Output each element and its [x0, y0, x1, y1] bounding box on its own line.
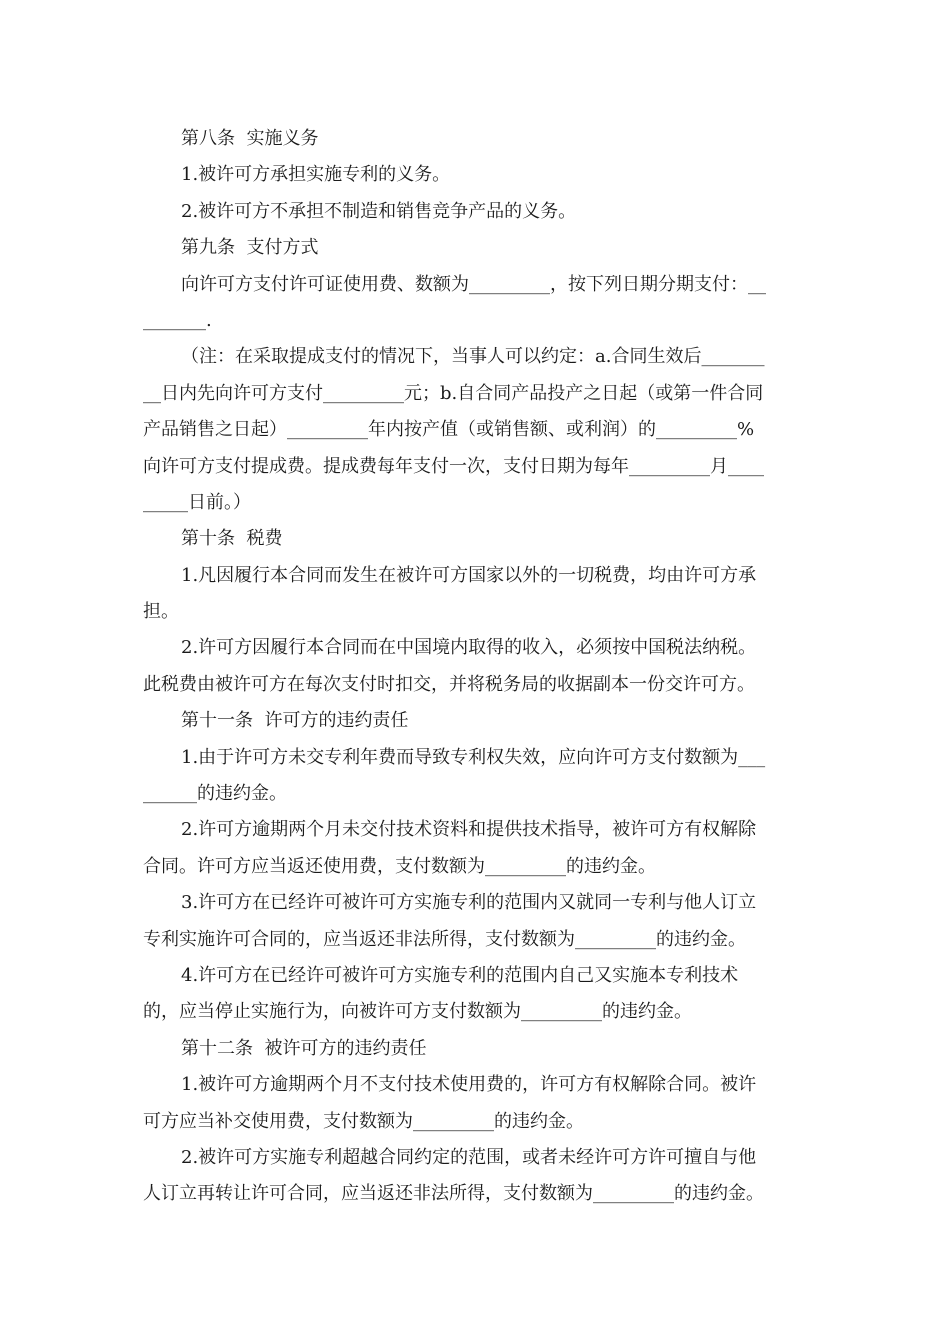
article-10-heading: 第十条 税费	[181, 528, 283, 550]
article-12-item-1-line-2: 可方应当补交使用费，支付数额为_________的违约金。	[143, 1110, 584, 1132]
article-12-item-2-line-1: 2.被许可方实施专利超越合同约定的范围，或者未经许可方许可擅自与他	[181, 1146, 757, 1168]
article-10-item-2-line-1: 2.许可方因履行本合同而在中国境内取得的收入，必须按中国税法纳税。	[181, 637, 757, 659]
article-10-item-2-line-2: 此税费由被许可方在每次支付时扣交，并将税务局的收据副本一份交许可方。	[143, 673, 755, 695]
article-11-item-4-line-1: 4.许可方在已经许可被许可方实施专利的范围内自己又实施本专利技术	[181, 964, 739, 986]
article-10-item-1-line-1: 1.凡因履行本合同而发生在被许可方国家以外的一切税费，均由许可方承	[181, 564, 757, 586]
article-11-item-4-line-2: 的，应当停止实施行为，向被许可方支付数额为_________的违约金。	[143, 1001, 692, 1023]
article-12-heading: 第十二条 被许可方的违约责任	[181, 1037, 427, 1059]
article-9-heading: 第九条 支付方式	[181, 237, 319, 259]
article-9-note-line-5: _____日前。）	[143, 491, 251, 513]
article-12-item-1-line-1: 1.被许可方逾期两个月不支付技术使用费的，许可方有权解除合同。被许	[181, 1074, 757, 1096]
article-10-item-1-line-2: 担。	[143, 601, 179, 623]
article-9-text-line-2: _______.	[143, 309, 212, 331]
article-11-item-2-line-2: 合同。许可方应当返还使用费，支付数额为_________的违约金。	[143, 855, 656, 877]
article-11-heading: 第十一条 许可方的违约责任	[181, 710, 409, 732]
article-11-item-3-line-2: 专利实施许可合同的，应当返还非法所得，支付数额为_________的违约金。	[143, 928, 746, 950]
article-8-item-2: 2.被许可方不承担不制造和销售竞争产品的义务。	[181, 200, 577, 222]
article-11-item-2-line-1: 2.许可方逾期两个月未交付技术资料和提供技术指导，被许可方有权解除	[181, 819, 757, 841]
article-9-text-line-1: 向许可方支付许可证使用费、数额为_________，按下列日期分期支付：__	[181, 273, 766, 295]
article-9-note-line-4: 向许可方支付提成费。提成费每年支付一次，支付日期为每年_________月____	[143, 455, 764, 477]
article-9-note-line-2: __日内先向许可方支付_________元；b.自合同产品投产之日起（或第一件合同	[143, 382, 764, 404]
article-11-item-1-line-2: ______的违约金。	[143, 783, 287, 805]
article-11-item-1-line-1: 1.由于许可方未交专利年费而导致专利权失效，应向许可方支付数额为___	[181, 746, 766, 768]
article-9-note-line-3: 产品销售之日起）_________年内按产值（或销售额、或利润）的_________%	[143, 419, 755, 441]
article-8-heading: 第八条 实施义务	[181, 128, 319, 149]
article-9-note-line-1: （注：在采取提成支付的情况下，当事人可以约定：a.合同生效后_______	[181, 346, 765, 368]
article-12-item-2-line-2: 人订立再转让许可合同，应当返还非法所得，支付数额为_________的违约金。	[143, 1183, 764, 1205]
article-8-item-1: 1.被许可方承担实施专利的义务。	[181, 164, 451, 186]
document-body	[143, 121, 807, 1213]
article-11-item-3-line-1: 3.许可方在已经许可被许可方实施专利的范围内又就同一专利与他人订立	[181, 892, 757, 914]
